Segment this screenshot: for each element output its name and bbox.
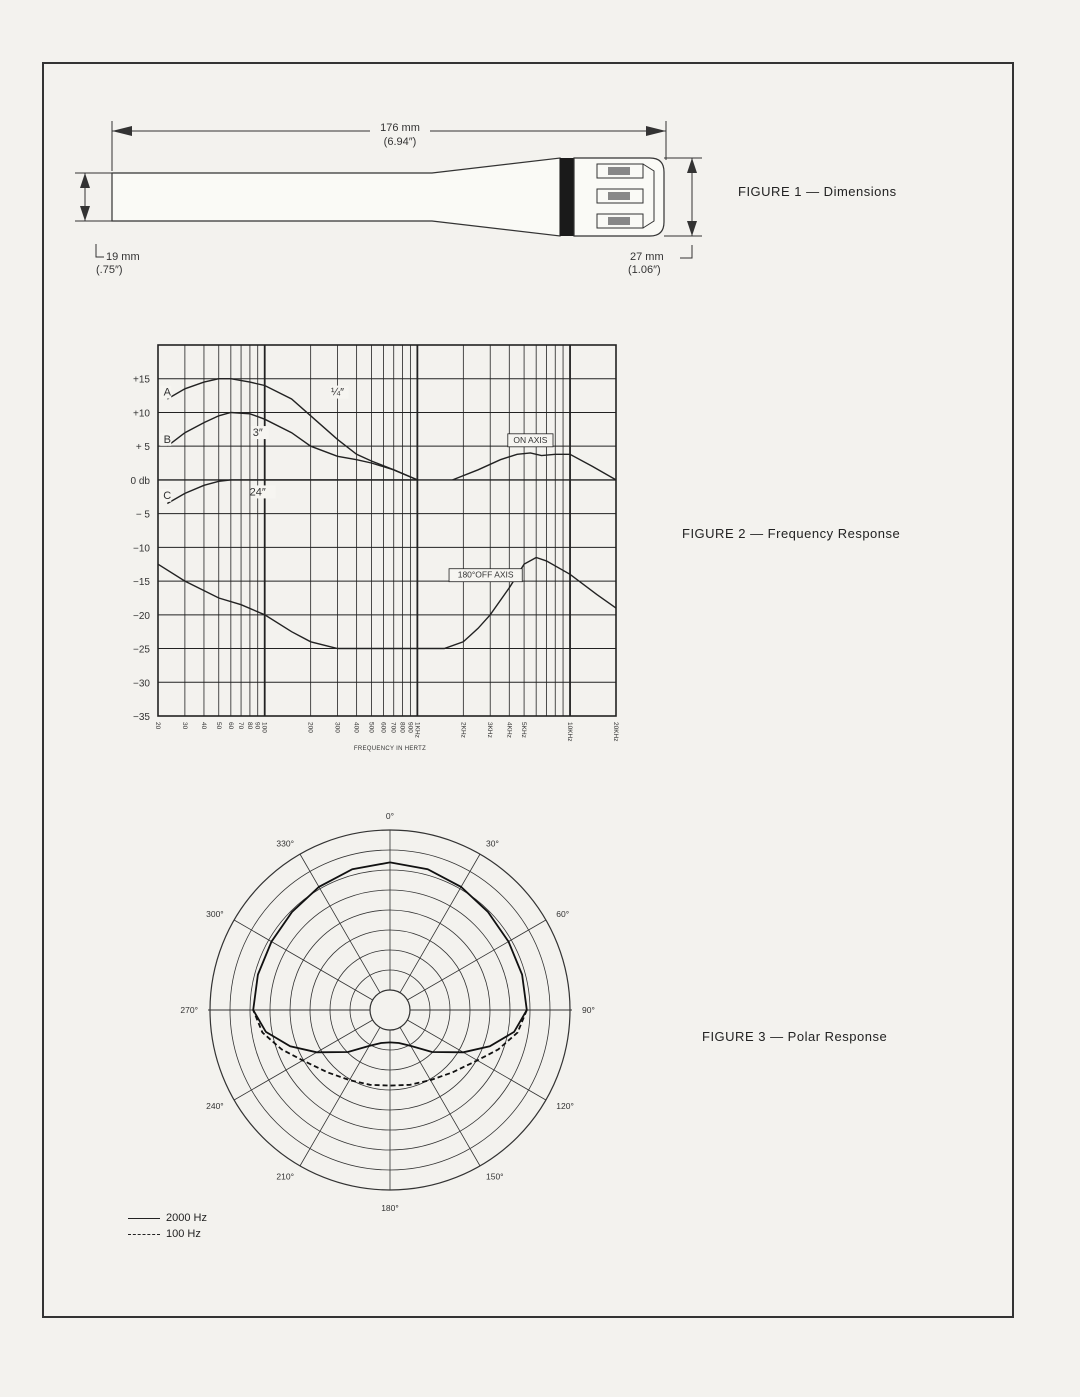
polar-angle-label: 180° xyxy=(381,1203,399,1213)
polar-spoke xyxy=(400,1027,480,1166)
dashed-line-swatch xyxy=(128,1234,160,1235)
x-tick-label: 2KHz xyxy=(459,722,467,738)
x-tick-label: 700 xyxy=(389,722,397,733)
length-in-label: (6.94″) xyxy=(383,136,417,148)
polar-spoke xyxy=(234,920,373,1000)
figure3-caption: FIGURE 3 — Polar Response xyxy=(702,1029,888,1044)
x-tick-label: 90 xyxy=(253,722,261,730)
x-tick-label: 3KHz xyxy=(486,722,494,738)
response-curve-2 xyxy=(167,480,417,504)
polar-angle-label: 30° xyxy=(486,838,499,849)
y-tick-label: −20 xyxy=(133,610,150,622)
curve-annotation: ON AXIS xyxy=(513,434,548,445)
x-tick-label: 30 xyxy=(180,722,188,730)
curve-annotation: 3″ xyxy=(252,427,263,440)
polar-angle-label: 90° xyxy=(582,1005,595,1015)
frequency-axis-label: FREQUENCY IN HERTZ xyxy=(353,746,427,752)
x-tick-label: 300 xyxy=(333,722,341,733)
polar-angle-label: 150° xyxy=(486,1171,504,1182)
polar-angle-label: 60° xyxy=(556,909,570,919)
solid-line-swatch xyxy=(128,1218,160,1219)
x-tick-label: 200 xyxy=(306,722,314,733)
x-tick-label: 5KHz xyxy=(520,722,528,738)
y-tick-label: 0 db xyxy=(130,475,150,487)
length-mm-label: 176 mm xyxy=(380,122,420,134)
x-tick-label: 40 xyxy=(199,722,207,730)
polar-spoke xyxy=(407,920,546,1000)
x-tick-label: 50 xyxy=(214,722,222,730)
microphone-body xyxy=(112,158,560,236)
y-tick-label: +10 xyxy=(133,408,150,420)
head-diameter-mm-label: 27 mm xyxy=(630,251,664,263)
x-tick-label: 100 xyxy=(260,722,268,733)
head-diameter-in-label: (1.06″) xyxy=(628,264,661,276)
curve-annotation: 24″ xyxy=(249,486,266,499)
x-tick-label: 500 xyxy=(367,722,375,733)
legend-label-100hz: 100 Hz xyxy=(166,1228,201,1240)
legend-label-2000hz: 2000 Hz xyxy=(166,1212,207,1224)
polar-angle-label: 240° xyxy=(206,1101,224,1111)
curve-annotation: B xyxy=(163,433,171,446)
y-tick-label: −15 xyxy=(133,577,150,589)
x-tick-label: 600 xyxy=(379,722,387,733)
tail-diameter-in-label: (.75″) xyxy=(96,264,123,276)
curve-annotation: ¼″ xyxy=(331,386,345,399)
x-tick-label: 70 xyxy=(237,722,245,730)
x-tick-label: 1KHz xyxy=(413,722,421,738)
x-tick-label: 60 xyxy=(226,722,234,730)
figure2-caption: FIGURE 2 — Frequency Response xyxy=(682,526,901,541)
y-tick-label: − 5 xyxy=(135,509,150,521)
x-tick-label: 20KHz xyxy=(612,722,619,742)
plot-frame xyxy=(158,345,616,716)
curve-annotation: C xyxy=(163,489,172,502)
legend-item-100hz xyxy=(128,1226,207,1242)
legend-item-2000hz xyxy=(128,1210,207,1226)
polar-angle-label: 210° xyxy=(276,1171,294,1182)
polar-response-chart xyxy=(0,800,1080,1270)
x-tick-label: 4KHz xyxy=(505,722,513,738)
x-tick-label: 800 xyxy=(398,722,406,733)
polar-angle-label: 270° xyxy=(180,1005,198,1015)
polar-angle-label: 300° xyxy=(206,909,224,919)
frequency-response-chart xyxy=(0,330,1080,770)
polar-spoke xyxy=(300,1027,380,1166)
microphone-band xyxy=(560,158,574,236)
figure1-caption: FIGURE 1 — Dimensions xyxy=(738,184,897,199)
polar-legend xyxy=(128,1210,207,1242)
response-curve-0 xyxy=(167,379,417,480)
y-tick-label: +15 xyxy=(133,374,150,386)
y-tick-label: −25 xyxy=(133,644,150,656)
tail-diameter-mm-label: 19 mm xyxy=(106,251,140,263)
x-tick-label: 80 xyxy=(245,722,253,730)
y-tick-label: −35 xyxy=(133,712,150,723)
x-tick-label: 10KHz xyxy=(566,722,574,742)
response-curve-4 xyxy=(158,558,616,649)
y-tick-label: + 5 xyxy=(135,442,150,454)
polar-angle-label: 120° xyxy=(556,1101,574,1111)
curve-annotation: A xyxy=(163,386,171,399)
y-tick-label: −10 xyxy=(133,543,150,555)
y-tick-label: −30 xyxy=(133,678,150,690)
response-curve-3 xyxy=(453,453,616,480)
x-tick-label: 20 xyxy=(154,722,161,730)
x-tick-label: 900 xyxy=(406,722,414,733)
polar-angle-label: 330° xyxy=(276,838,294,849)
microphone-dimension-drawing xyxy=(0,0,1080,300)
polar-ring xyxy=(370,990,410,1030)
x-tick-label: 400 xyxy=(352,722,360,733)
curve-annotation: 180°OFF AXIS xyxy=(457,569,514,580)
polar-angle-label: 0° xyxy=(385,811,395,821)
